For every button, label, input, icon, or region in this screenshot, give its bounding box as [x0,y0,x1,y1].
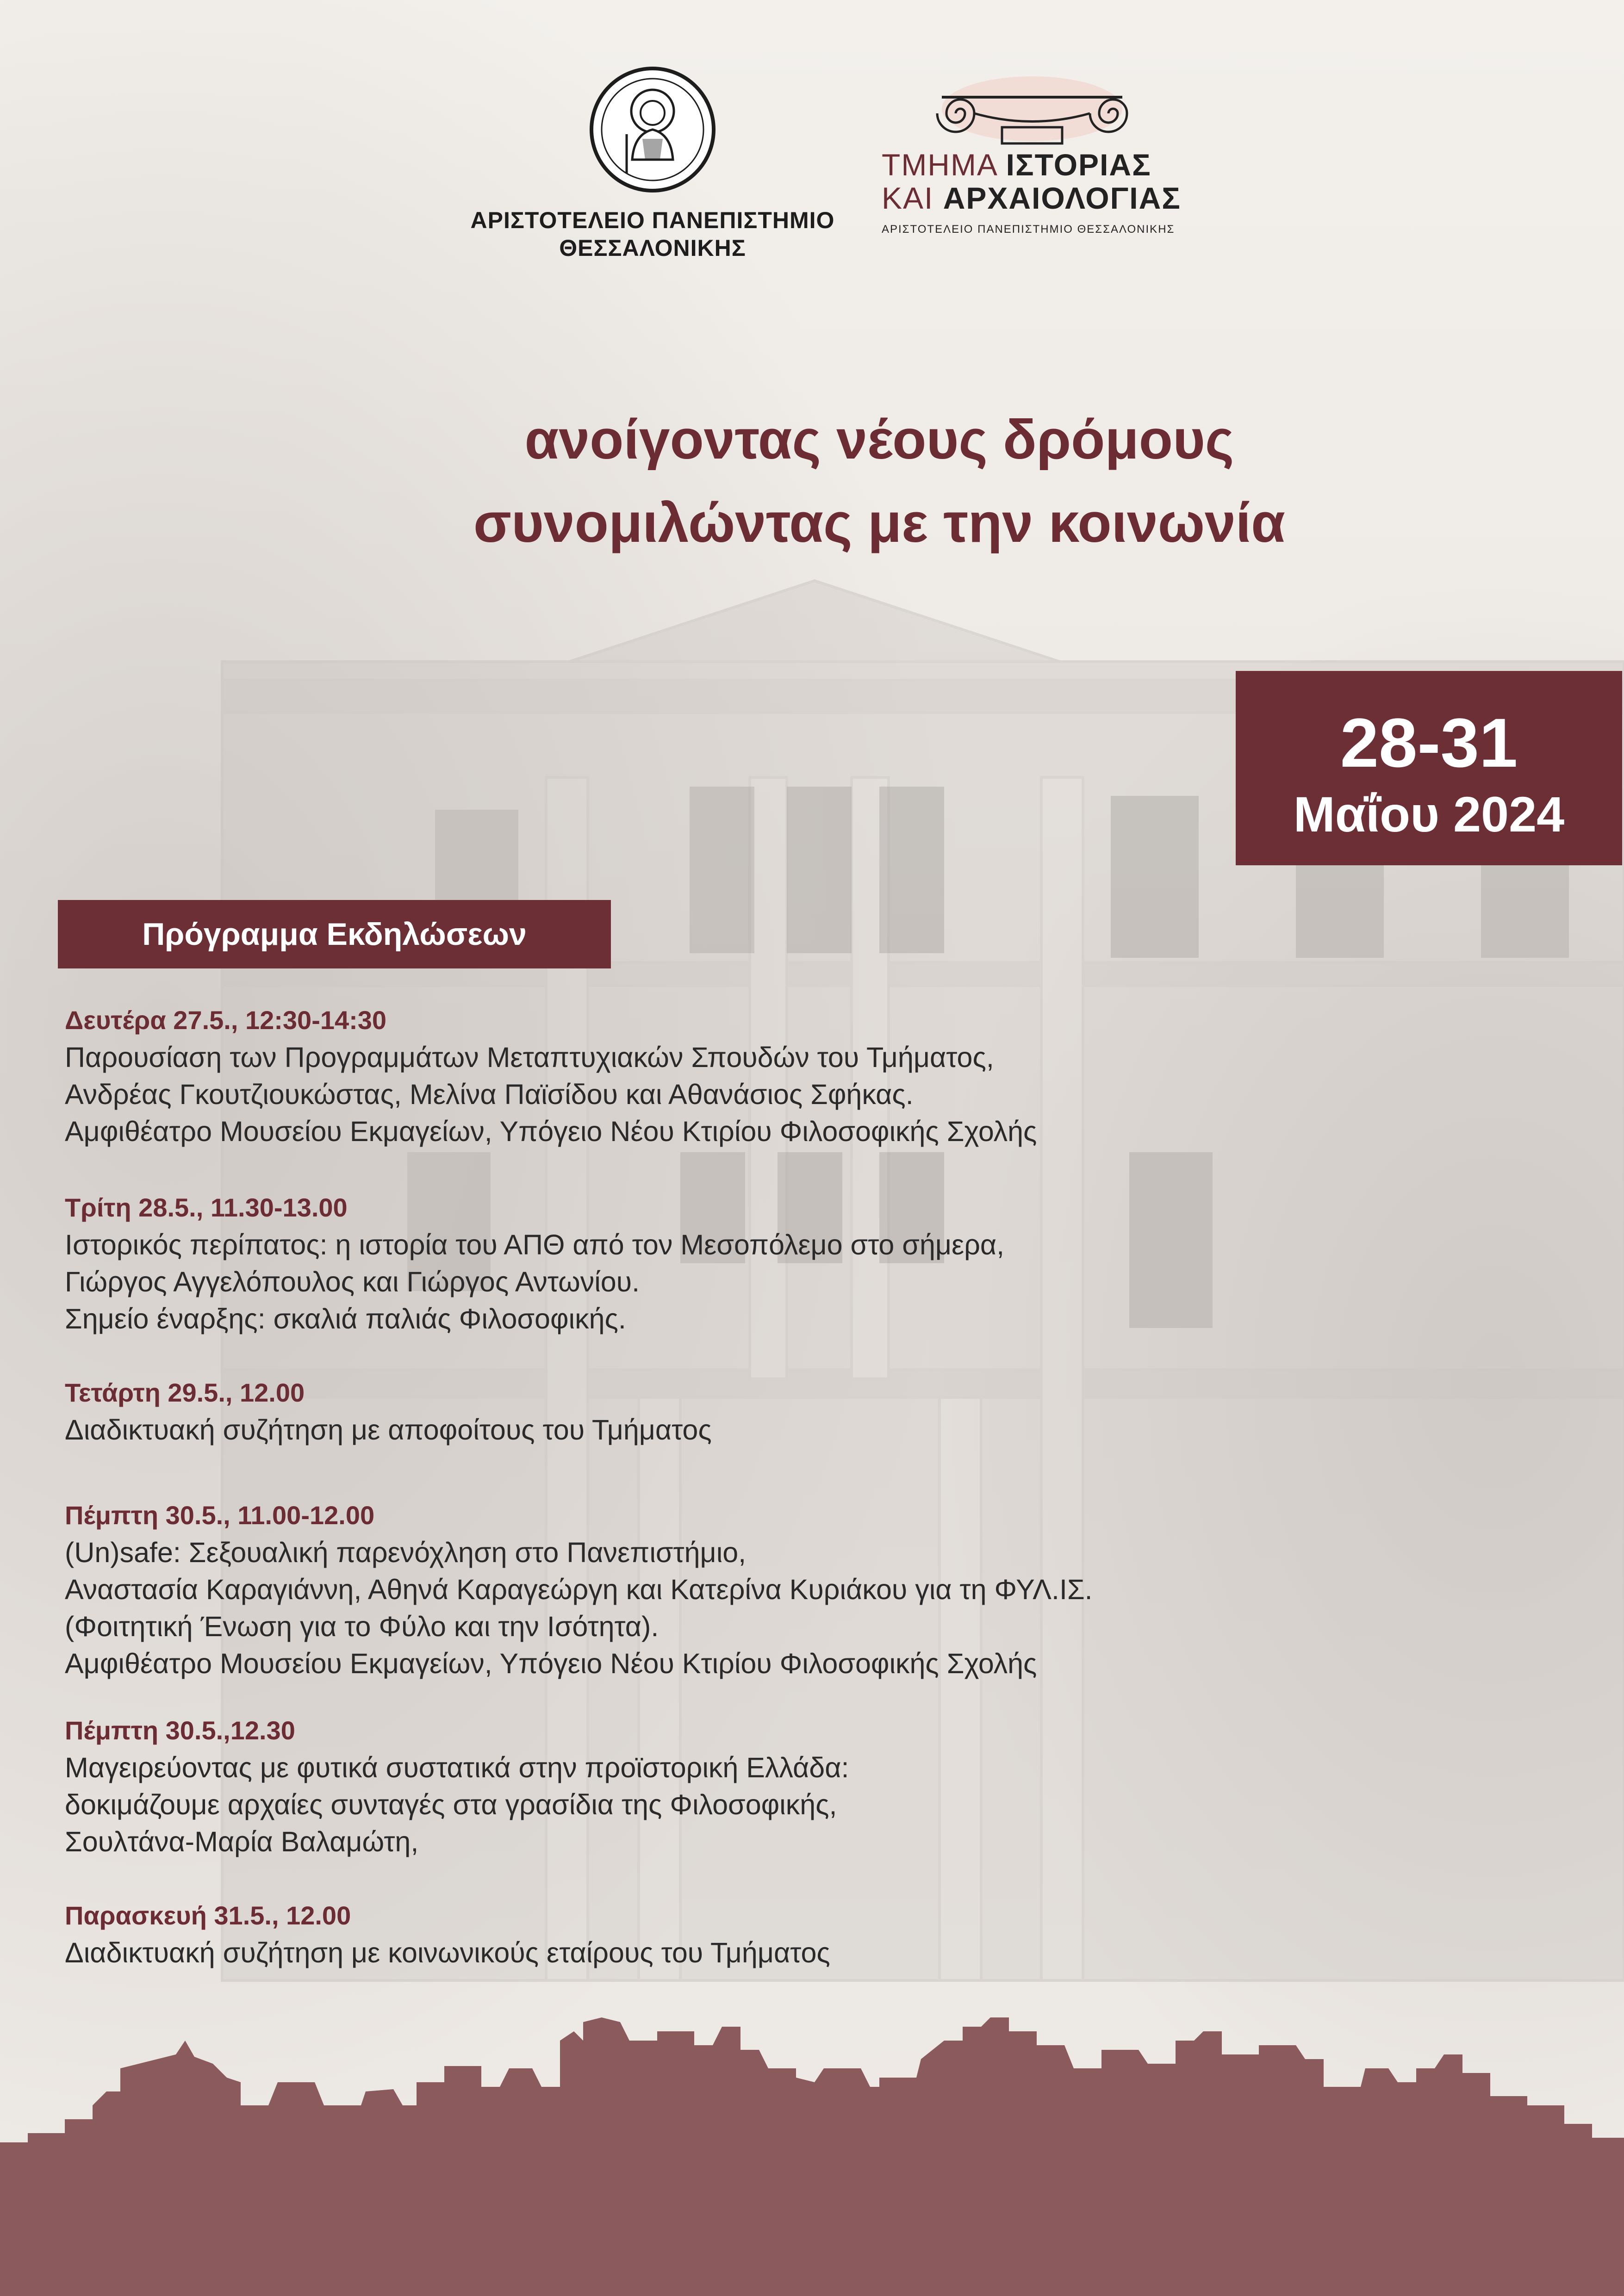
department-logo [882,69,1206,236]
department-name-line1-bold: ΙΣΤΟΡΙΑΣ [1006,148,1151,182]
date-month: Μαΐου 2024 [1293,786,1565,842]
event-line: Ανδρέας Γκουτζιουκώστας, Μελίνα Παϊσίδου και Αθανάσιος Σφήκας. [65,1079,914,1110]
poster-title [324,398,1435,565]
event-line: Γιώργος Αγγελόπουλος και Γιώργος Αντωνίου. [65,1266,640,1297]
event-line: Σουλτάνα-Μαρία Βαλαμώτη, [65,1826,419,1857]
event-line: Μαγειρεύοντας με φυτικά συστατικά στην προϊστορική Ελλάδα: [65,1752,849,1783]
program-heading: Πρόγραμμα Εκδηλώσεων [58,900,611,968]
event-line: (Un)safe: Σεξουαλική παρενόχληση στο Πανεπιστήμιο, [65,1537,747,1568]
event-line: Σημείο έναρξης: σκαλιά παλιάς Φιλοσοφικής. [65,1303,626,1334]
department-name-line1 [882,148,1206,181]
event-line: δοκιμάζουμε αρχαίες συνταγές στα γρασίδια της Φιλοσοφικής, [65,1789,837,1820]
department-name-line1-light: ΤΜΗΜΑ [882,148,1006,182]
event-date: Πέμπτη 30.5., 11.00-12.00 [65,1501,375,1530]
department-name-line2-light: ΚΑΙ [882,181,943,215]
event-item [65,1497,1314,1682]
university-name-line2: ΘΕΣΣΑΛΟΝΙΚΗΣ [559,235,746,261]
department-name-line2 [882,181,1206,215]
university-seal-icon [588,65,717,194]
event-line: Διαδικτυακή συζήτηση με αποφοίτους του Τμήματος [65,1414,712,1446]
date-days: 28-31 [1340,704,1518,782]
university-name-line1: ΑΡΙΣΤΟΤΕΛΕΙΟ ΠΑΝΕΠΙΣΤΗΜΙΟ [470,207,835,233]
event-line: Ιστορικός περίπατος: η ιστορία του ΑΠΘ από τον Μεσοπόλεμο στο σήμερα, [65,1229,1005,1260]
date-badge [1236,671,1622,865]
department-name-line2-bold: ΑΡΧΑΙΟΛΟΓΙΑΣ [943,181,1181,215]
event-item [65,1189,1314,1337]
event-item [65,1374,1314,1448]
department-subtitle: ΑΡΙΣΤΟΤΕΛΕΙΟ ΠΑΝΕΠΙΣΤΗΜΙΟ ΘΕΣΣΑΛΟΝΙΚΗΣ [882,223,1175,236]
event-line: Αναστασία Καραγιάννη, Αθηνά Καραγεώργη και Κατερίνα Κυριάκου για τη ΦΥΛ.ΙΣ. [65,1574,1093,1605]
event-item [65,1712,1314,1860]
event-date: Τρίτη 28.5., 11.30-13.00 [65,1193,348,1222]
event-line: Αμφιθέατρο Μουσείου Εκμαγείων, Υπόγειο Νέου Κτιρίου Φιλοσοφικής Σχολής [65,1648,1037,1679]
ionic-capital-icon [923,69,1141,148]
event-date: Παρασκευή 31.5., 12.00 [65,1901,351,1930]
title-line1: ανοίγοντας νέους δρόμους [524,409,1234,471]
event-line: Αμφιθέατρο Μουσείου Εκμαγείων, Υπόγειο Νέου Κτιρίου Φιλοσοφικής Σχολής [65,1116,1037,1147]
university-logo [467,65,838,262]
event-item [65,1002,1314,1150]
event-date: Δευτέρα 27.5., 12:30-14:30 [65,1005,387,1035]
event-line: Παρουσίαση των Προγραμμάτων Μεταπτυχιακών Σπουδών του Τμήματος, [65,1042,994,1073]
event-line: Διαδικτυακή συζήτηση με κοινωνικούς εταίρους του Τμήματος [65,1937,830,1968]
event-date: Τετάρτη 29.5., 12.00 [65,1378,305,1407]
event-line: (Φοιτητική Ένωση για το Φύλο και την Ισότητα). [65,1611,659,1642]
title-line2: συνομιλώντας με την κοινωνία [473,492,1285,554]
event-date: Πέμπτη 30.5.,12.30 [65,1716,295,1745]
event-item [65,1897,1314,1971]
city-skyline-silhouette [0,2013,1624,2296]
